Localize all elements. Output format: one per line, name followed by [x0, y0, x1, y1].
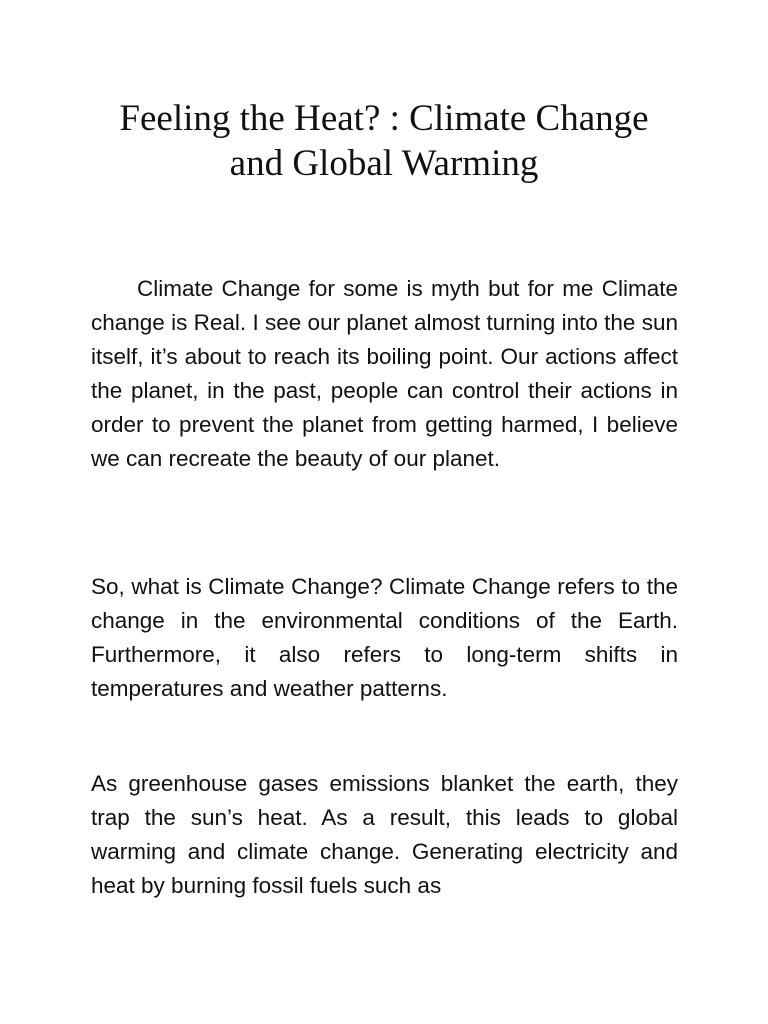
- paragraph-definition: So, what is Climate Change? Climate Change refers to the change in the environmental conditions of the Earth. Furthermore, it also refers to long-term shifts in temperatures and weather patterns.: [91, 574, 678, 701]
- document-title-line-2: and Global Warming: [229, 143, 539, 184]
- paragraph-intro: Climate Change for some is myth but for me Climate change is Real. I see our planet almost turning into the sun itself, it’s about to reach its boiling point. Our actions affect the planet, in the past, people can control their actions in order to prevent the planet from getting harmed, I believe we can recreate the beauty of our planet.: [91, 276, 678, 471]
- document-title-line-1: Feeling the Heat? : Climate Change: [119, 98, 649, 139]
- paragraph-causes: As greenhouse gases emissions blanket the earth, they trap the sun’s heat. As a result, this leads to global warming and climate change. Generating electricity and heat by burning fossil fuels such as: [91, 771, 678, 898]
- document-title: [60, 96, 708, 186]
